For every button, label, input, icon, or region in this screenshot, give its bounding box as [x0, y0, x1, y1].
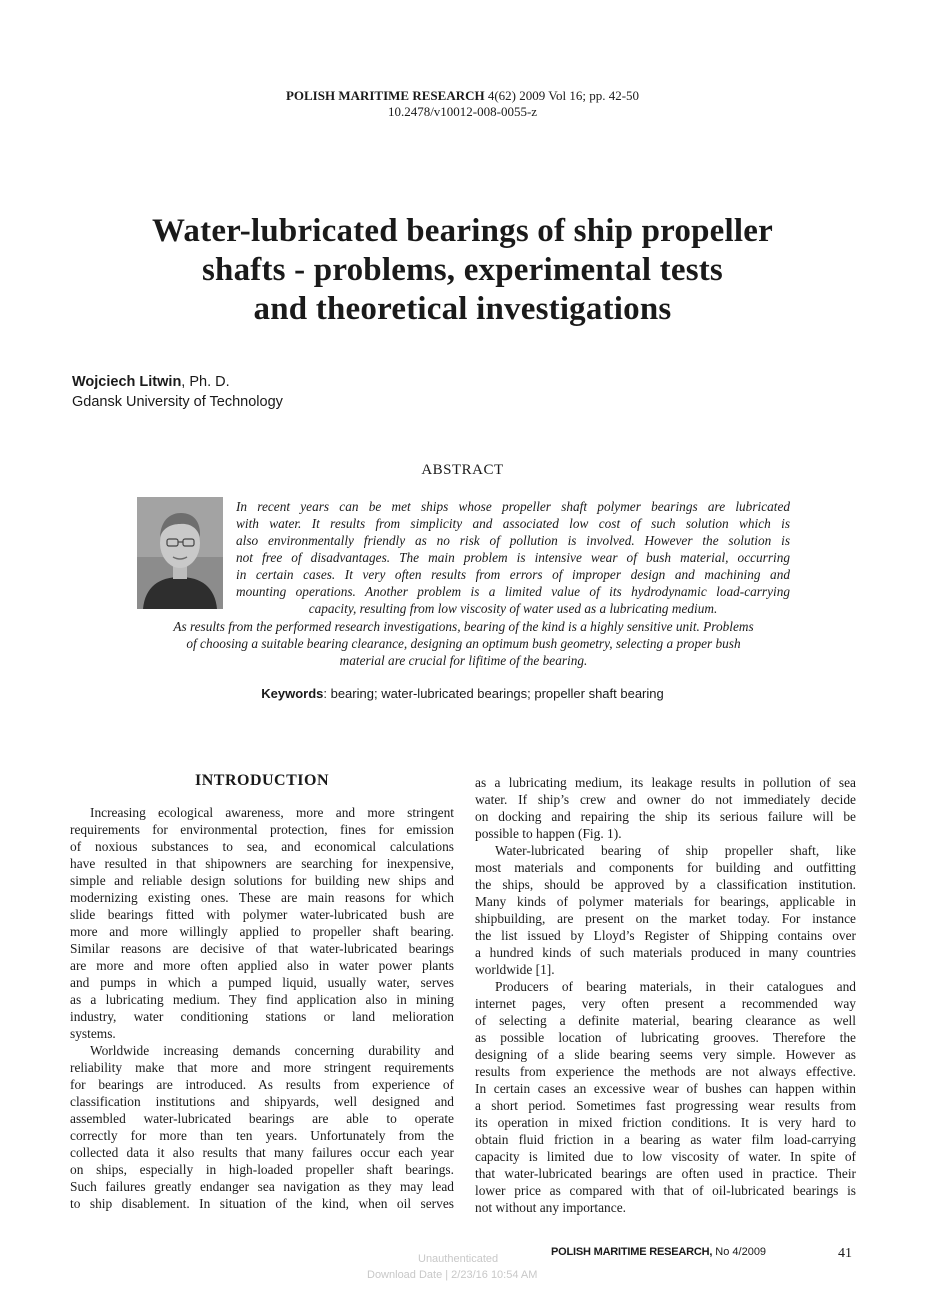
journal-name: POLISH MARITIME RESEARCH — [285, 88, 485, 103]
doi: 10.2478/v10012-008-0055-z — [387, 104, 538, 119]
footer-journal-name: POLISH MARITIME RESEARCH, — [551, 1246, 713, 1258]
body-line: are more and more often applied also in water power plants — [70, 958, 454, 973]
body-line: In certain cases an excessive wear of bushes can happen within — [475, 1081, 856, 1096]
body-line: its operation in mixed friction conditions. It is very hard to — [475, 1115, 856, 1130]
body-line: as a lubricating medium, its leakage results in pollution of sea — [475, 775, 856, 790]
body-line: Increasing ecological awareness, more and more stringent — [90, 805, 454, 820]
body-line: designing of a slide bearing seems very simple. However as — [475, 1047, 856, 1062]
introduction-body-right — [475, 774, 856, 1216]
page-number: 41 — [838, 1246, 852, 1261]
body-line: on docking and repairing the ship its serious failure will be — [475, 809, 856, 824]
abstract-text-beside-photo — [236, 498, 790, 617]
body-line: the ships, should be approved by a classification institution. — [475, 877, 856, 892]
title-line: Water-lubricated bearings of ship propeller — [152, 213, 773, 249]
body-line: obtain fluid friction in a bearing as water film load-carrying — [475, 1132, 856, 1147]
footer-issue: No 4/2009 — [712, 1246, 767, 1258]
body-line: Such failures greatly endanger sea navigation as they may lead — [70, 1179, 454, 1194]
body-line: Producers of bearing materials, in their catalogues and — [495, 979, 856, 994]
body-line: have resulted in that shipowners are searching for inexpensive, — [70, 856, 454, 871]
body-line: industry, water conditioning stations or land melioration — [70, 1009, 454, 1024]
body-line: and pumps in which a pumped liquid, usually water, serves — [70, 975, 454, 990]
paper-title — [60, 212, 865, 329]
body-line: as a lubricating medium. They find application also in mining — [70, 992, 454, 1007]
body-line: systems. — [70, 1026, 116, 1041]
body-line: possible to happen (Fig. 1). — [475, 826, 622, 841]
body-line: collected data it also results that many failures occur each year — [70, 1145, 454, 1160]
author-line — [72, 372, 283, 392]
body-line: Similar reasons are decisive of that water-lubricated bearings — [70, 941, 454, 956]
abstract-line: of choosing a suitable bearing clearance, designing an optimum bush geometry, selecting a proper bush — [186, 636, 741, 651]
watermark-unauthenticated: Unauthenticated — [418, 1253, 499, 1265]
title-line: and theoretical investigations — [253, 291, 672, 327]
author-block — [72, 372, 283, 412]
abstract-line: In recent years can be met ships whose propeller shaft polymer bearings are lubricated — [236, 499, 790, 514]
body-line: on ships, especially in high-loaded propeller shaft bearings. — [70, 1162, 454, 1177]
abstract-line: with water. It results from simplicity and associated low cost of such solution which is — [236, 516, 790, 531]
keywords-label: Keywords — [261, 686, 324, 701]
keywords — [0, 686, 925, 701]
body-line: assembled water-lubricated bearings are able to operate — [70, 1111, 454, 1126]
body-line: results from experience the methods are not always effective. — [475, 1064, 856, 1079]
body-line: Water-lubricated bearing of ship propeller shaft, like — [495, 843, 856, 858]
body-line: of noxious substances to sea, and economical calculations — [70, 839, 454, 854]
abstract-line: in certain cases. It very often results from errors of improper design and machining and — [236, 567, 790, 582]
body-line: requirements for environmental protection, fines for emission — [70, 822, 454, 837]
page-footer — [0, 1246, 925, 1286]
portrait-image — [137, 497, 223, 609]
body-line: to ship disablement. In situation of the kind, when oil serves — [70, 1196, 454, 1211]
body-line: for bearings are introduced. As results from experience of — [70, 1077, 454, 1092]
footer-journal — [551, 1246, 766, 1258]
body-line: classification institutions and shipyards, well designed and — [70, 1094, 454, 1109]
abstract-line: material are crucial for lifitime of the bearing. — [339, 653, 588, 668]
body-line: capacity is limited due to low viscosity of water. In spite of — [475, 1149, 856, 1164]
author-affiliation: Gdansk University of Technology — [72, 394, 283, 410]
body-line: reliability make that more and more stringent requirements — [70, 1060, 454, 1075]
author-degree: , Ph. D. — [181, 374, 230, 390]
body-line: the list issued by Lloyd’s Register of Shipping contains over — [475, 928, 856, 943]
body-line: modernizing existing ones. These are main reasons for which — [70, 890, 454, 905]
abstract-line: capacity, resulting from low viscosity of water used as a lubricating medium. — [308, 601, 718, 616]
abstract-text-full-width — [137, 618, 790, 669]
body-line: Worldwide increasing demands concerning durability and — [90, 1043, 454, 1058]
abstract-line: also environmentally friendly as no risk of pollution is involved. However the solution is — [236, 533, 790, 548]
body-line: lower price as compared with that of oil-lubricated bearings is — [475, 1183, 856, 1198]
issue-info: 4(62) 2009 Vol 16; pp. 42-50 — [484, 88, 640, 103]
watermark-download-date: Download Date | 2/23/16 10:54 AM — [367, 1269, 538, 1281]
abstract-heading: ABSTRACT — [421, 462, 504, 478]
abstract-line: not free of disadvantages. The main problem is intensive wear of bush material, occurring — [236, 550, 790, 565]
title-line: shafts - problems, experimental tests — [202, 252, 723, 288]
body-line: that water-lubricated bearings are often used in practice. Their — [475, 1166, 856, 1181]
body-line: Many kinds of polymer materials for bearings, applicable in — [475, 894, 856, 909]
author-name: Wojciech Litwin — [72, 374, 182, 390]
body-line: worldwide [1]. — [475, 962, 555, 977]
keywords-text: : bearing; water-lubricated bearings; propeller shaft bearing — [323, 686, 664, 701]
section-heading-introduction: INTRODUCTION — [194, 772, 329, 789]
body-line: more and more willingly applied to propeller shaft bearing. — [70, 924, 454, 939]
journal-citation — [0, 88, 925, 104]
body-line: a hundred kinds of such materials produced in many countries — [475, 945, 856, 960]
right-column — [475, 774, 856, 1216]
body-line: water. If ship’s crew and owner do not immediately decide — [475, 792, 856, 807]
body-line: simple and reliable design solutions for building new ships and — [70, 873, 454, 888]
body-line: shipbuilding, are present on the market today. For instance — [475, 911, 856, 926]
body-line: slide bearings fitted with polymer water-lubricated bush are — [70, 907, 454, 922]
body-line: internet pages, very often present a recommended way — [475, 996, 856, 1011]
abstract-line: As results from the performed research investigations, bearing of the kind is a highly sensitive unit. Problems — [173, 619, 754, 634]
body-line: of selecting a definite material, bearing clearance as well — [475, 1013, 856, 1028]
left-column — [70, 772, 454, 1212]
journal-header — [0, 88, 925, 120]
body-line: a short period. Sometimes fast progressing wear results from — [475, 1098, 856, 1113]
body-line: most materials and components for building and outfitting — [475, 860, 856, 875]
body-line: not without any importance. — [475, 1200, 626, 1215]
abstract-line: mounting operations. Another problem is a limited value of its hydrodynamic load-carrying — [236, 584, 790, 599]
introduction-body-left — [70, 804, 454, 1212]
author-portrait — [137, 497, 223, 609]
body-line: as possible location of lubricating grooves. Therefore the — [475, 1030, 856, 1045]
body-line: correctly for more than ten years. Unfortunately from the — [70, 1128, 454, 1143]
